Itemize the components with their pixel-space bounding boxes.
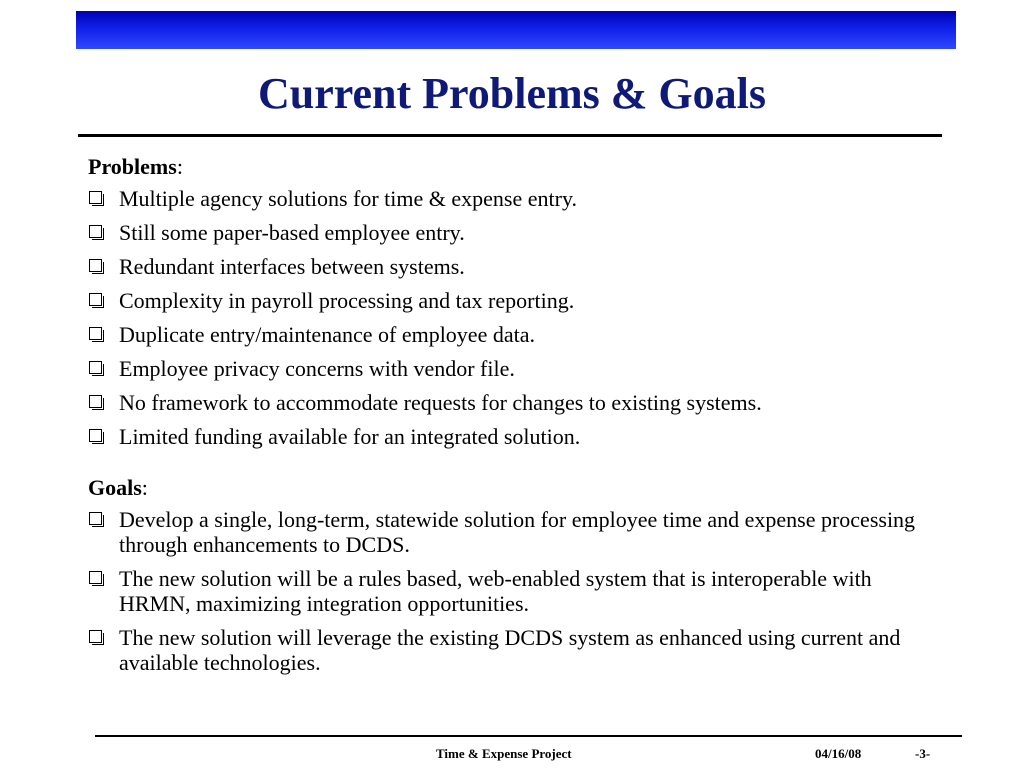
goals-item-text: Develop a single, long-term, statewide solution for employee time and expense processing through enhancements to DCDS. bbox=[119, 507, 916, 557]
goals-item bbox=[88, 507, 938, 557]
problems-item bbox=[88, 424, 938, 449]
square-bullet-icon bbox=[89, 259, 102, 272]
slide-title: Current Problems & Goals bbox=[258, 69, 766, 118]
square-bullet-icon bbox=[89, 429, 102, 442]
square-bullet-icon bbox=[89, 225, 102, 238]
problems-item bbox=[88, 220, 938, 245]
goals-list bbox=[88, 507, 938, 675]
goals-item bbox=[88, 566, 938, 616]
footer-divider bbox=[95, 735, 962, 737]
square-bullet-icon bbox=[89, 512, 102, 525]
goals-item-text: The new solution will be a rules based, web-enabled system that is interoperable with HRMN, maximizing integration opportunities. bbox=[119, 566, 872, 616]
square-bullet-icon bbox=[89, 327, 102, 340]
footer-page-number: -3- bbox=[915, 746, 931, 761]
problems-item bbox=[88, 288, 938, 313]
title-divider bbox=[78, 134, 942, 137]
problems-item-text: Limited funding available for an integrated solution. bbox=[119, 424, 581, 449]
problems-item bbox=[88, 322, 938, 347]
problems-heading-colon: : bbox=[176, 154, 183, 179]
problems-item bbox=[88, 186, 938, 211]
square-bullet-icon bbox=[89, 571, 102, 584]
goals-item-text: The new solution will leverage the existing DCDS system as enhanced using current and available technologies. bbox=[119, 625, 901, 675]
square-bullet-icon bbox=[89, 191, 102, 204]
problems-item-text: Multiple agency solutions for time & expense entry. bbox=[119, 186, 578, 211]
problems-list bbox=[88, 186, 938, 449]
square-bullet-icon bbox=[89, 293, 102, 306]
problems-item-text: Employee privacy concerns with vendor file. bbox=[119, 356, 515, 381]
problems-heading bbox=[88, 152, 938, 182]
goals-item bbox=[88, 625, 938, 675]
goals-heading-colon: : bbox=[141, 475, 148, 500]
slide-content bbox=[88, 152, 938, 684]
problems-item-text: Redundant interfaces between systems. bbox=[119, 254, 465, 279]
square-bullet-icon bbox=[89, 361, 102, 374]
problems-item bbox=[88, 254, 938, 279]
problems-item-text: Complexity in payroll processing and tax reporting. bbox=[119, 288, 575, 313]
header-gradient-bar bbox=[76, 11, 956, 49]
problems-heading-label: Problems bbox=[88, 154, 177, 179]
problems-item bbox=[88, 390, 938, 415]
problems-item-text: No framework to accommodate requests for changes to existing systems. bbox=[119, 390, 762, 415]
problems-item bbox=[88, 356, 938, 381]
goals-heading bbox=[88, 473, 938, 503]
problems-item-text: Still some paper-based employee entry. bbox=[119, 220, 465, 245]
footer-date: 04/16/08 bbox=[815, 746, 862, 761]
problems-item-text: Duplicate entry/maintenance of employee data. bbox=[119, 322, 535, 347]
footer-project-name: Time & Expense Project bbox=[436, 746, 572, 761]
square-bullet-icon bbox=[89, 395, 102, 408]
goals-heading-label: Goals bbox=[88, 475, 142, 500]
square-bullet-icon bbox=[89, 630, 102, 643]
